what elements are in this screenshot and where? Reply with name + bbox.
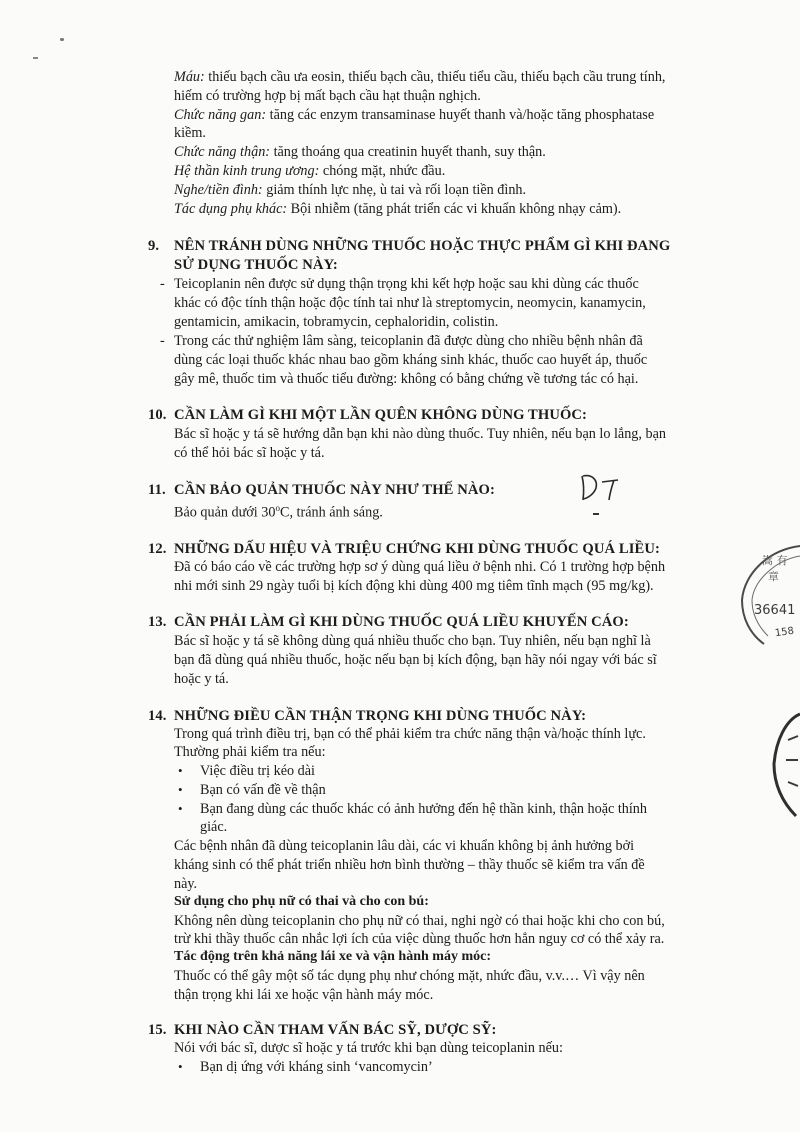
section-9-para-1-line-1: Teicoplanin nên được sử dụng thận trọng khi kết hợp hoặc sau khi dùng các thuốc <box>174 276 639 292</box>
section-12-line-2: nhi mới sinh 29 ngày tuổi bị kích động khi dùng 400 mg tiêm tĩnh mạch (95 mg/kg). <box>174 578 654 594</box>
section-9-title-line-2: SỬ DỤNG THUỐC NÀY: <box>174 257 338 273</box>
kidney-text: tăng thoáng qua creatinin huyết thanh, suy thận. <box>270 144 546 160</box>
section-14-line-2: Thường phải kiểm tra nếu: <box>174 744 326 760</box>
blood-label: Máu: <box>174 69 205 85</box>
cns-line <box>174 162 445 180</box>
blood-line-2: hiếm có trường hợp bị mất bạch cầu hạt thuận nghịch. <box>174 88 481 104</box>
liver-line-1 <box>174 106 654 124</box>
section-13-number: 13. <box>148 614 167 630</box>
storage-text: Bảo quản dưới 30 <box>174 504 276 521</box>
liver-label: Chức năng gan: <box>174 107 267 123</box>
section-13-line-2: bạn đã dùng quá nhiều thuốc, hoặc nếu bạn bị kích động, bạn hãy nói ngay với bác sĩ <box>174 652 657 668</box>
other-text: Bội nhiễm (tăng phát triển các vi khuẩn không nhạy cảm). <box>287 201 622 217</box>
kidney-line <box>174 143 546 161</box>
section-13-title: CẦN PHẢI LÀM GÌ KHI DÙNG THUỐC QUÁ LIỀU KHUYẾN CÁO: <box>174 614 629 630</box>
blood-text: thiếu bạch cầu ưa eosin, thiếu bạch cầu, thiếu tiểu cầu, thiếu bạch cầu trung tính, <box>204 69 666 85</box>
pregnancy-subtitle: Sử dụng cho phụ nữ có thai và cho con bú: <box>174 894 429 909</box>
hearing-text: giảm thính lực nhẹ, ù tai và rối loạn tiền đình. <box>262 182 527 198</box>
section-9-para-1-line-3: gentamicin, amikacin, tobramycin, cephaloridin, colistin. <box>174 314 499 330</box>
section-11-line-1 <box>174 499 383 522</box>
other-line <box>174 200 621 218</box>
section-14-line-1: Trong quá trình điều trị, bạn có thể phải kiểm tra chức năng thận và/hoặc thính lực. <box>174 726 646 742</box>
scan-speck <box>60 38 64 41</box>
section-12-title: NHỮNG DẤU HIỆU VÀ TRIỆU CHỨNG KHI DÙNG THUỐC QUÁ LIỀU: <box>174 541 660 557</box>
section-11-title: CẦN BẢO QUẢN THUỐC NÀY NHƯ THẾ NÀO: <box>174 482 495 498</box>
handwritten-initials <box>578 470 626 504</box>
section-9-title-line-1: NÊN TRÁNH DÙNG NHỮNG THUỐC HOẶC THỰC PHẨM GÌ KHI ĐANG <box>174 238 671 254</box>
hearing-line <box>174 181 526 199</box>
section-11-number: 11. <box>148 482 166 498</box>
stamp-fragment-1: 36641 <box>754 603 796 618</box>
section-14-para-line-3: này. <box>174 876 198 892</box>
section-15-number: 15. <box>148 1022 167 1038</box>
section-9-para-2-line-1: Trong các thử nghiệm lâm sàng, teicoplanin đã được dùng cho nhiều bệnh nhân đã <box>174 333 643 349</box>
scan-speck <box>33 57 38 59</box>
bullet-dot: • <box>178 782 183 797</box>
liver-line-2: kiềm. <box>174 125 206 141</box>
section-14-bullet-3-line-2: giác. <box>200 819 228 835</box>
svg-text:章: 章 <box>768 570 779 583</box>
section-9-number: 9. <box>148 238 160 254</box>
section-9-para-2-line-2: dùng các loại thuốc khác nhau bao gồm kháng sinh khác, thuốc cao huyết áp, thuốc <box>174 352 648 368</box>
bullet-dot: • <box>178 1059 183 1074</box>
stamp-fragment-2: 158 <box>774 625 795 640</box>
other-label: Tác dụng phụ khác: <box>174 201 288 217</box>
section-9-para-2-line-3: gây mê, thuốc tim và thuốc tiểu đường: không có bằng chứng về tương tác có hại. <box>174 371 639 387</box>
section-10-line-2: có thể hỏi bác sĩ hoặc y tá. <box>174 445 325 461</box>
section-14-title: NHỮNG ĐIỀU CẦN THẬN TRỌNG KHI DÙNG THUỐC NÀY: <box>174 708 587 724</box>
section-14-number: 14. <box>148 708 167 724</box>
section-9-para-1-line-2: khác có độc tính thận hoặc độc tính tai như là streptomycin, neomycin, kanamycin, <box>174 295 646 311</box>
section-10-number: 10. <box>148 407 167 423</box>
section-14-para-line-1: Các bệnh nhân đã dùng teicoplanin lâu dài, các vi khuẩn không bị ảnh hưởng bởi <box>174 838 635 854</box>
degree-sup: o <box>275 503 280 513</box>
bullet-dot: • <box>178 763 183 778</box>
section-12-line-1: Đã có báo cáo về các trường hợp sơ ý dùng quá liều ở bệnh nhi. Có 1 trường hợp bệnh <box>174 559 666 575</box>
bullet-dot: • <box>178 801 183 816</box>
section-14-bullet-1: Việc điều trị kéo dài <box>200 763 315 779</box>
liver-text: tăng các enzym transaminase huyết thanh và/hoặc tăng phosphatase <box>266 107 655 123</box>
pregnancy-line-2: trừ khi thầy thuốc cân nhắc lợi ích của việc dùng thuốc hơn hẳn nguy cơ có thể xảy ra. <box>174 931 665 947</box>
driving-subtitle: Tác động trên khả năng lái xe và vận hành máy móc: <box>174 949 491 964</box>
pen-mark <box>593 513 599 515</box>
svg-text:嵩 有: 嵩 有 <box>762 554 788 567</box>
section-15-bullet-1: Bạn dị ứng với kháng sinh ‘vancomycin’ <box>200 1059 433 1075</box>
section-14-bullet-3-line-1: Bạn đang dùng các thuốc khác có ảnh hưởng đến hệ thần kinh, thận hoặc thính <box>200 801 647 817</box>
kidney-label: Chức năng thận: <box>174 144 271 160</box>
section-12-number: 12. <box>148 541 167 557</box>
section-9-dash-1: - <box>160 276 165 292</box>
pregnancy-line-1: Không nên dùng teicoplanin cho phụ nữ có thai, nghi ngờ có thai hoặc khi cho con bú, <box>174 913 665 929</box>
section-14-para-line-2: kháng sinh có thể phát triển nhiều hơn bình thường – thầy thuốc sẽ kiểm tra vấn đề <box>174 857 645 873</box>
section-14-bullet-2: Bạn có vấn đề về thận <box>200 782 326 798</box>
section-13-line-1: Bác sĩ hoặc y tá sẽ không dùng quá nhiều thuốc cho bạn. Tuy nhiên, nếu bạn nghĩ là <box>174 633 651 649</box>
driving-line-1: Thuốc có thể gây một số tác dụng phụ như chóng mặt, nhức đầu, v.v.… Vì vậy nên <box>174 968 645 984</box>
hearing-label: Nghe/tiền đình: <box>174 182 263 198</box>
section-13-line-3: hoặc y tá. <box>174 671 229 687</box>
stamp-seal-lower <box>768 710 800 820</box>
blood-line-1 <box>174 68 665 86</box>
section-15-line-1: Nói với bác sĩ, dược sĩ hoặc y tá trước khi bạn dùng teicoplanin nếu: <box>174 1040 563 1056</box>
section-9-dash-2: - <box>160 333 165 349</box>
section-15-title: KHI NÀO CẦN THAM VẤN BÁC SỸ, DƯỢC SỸ: <box>174 1022 497 1038</box>
section-10-title: CẦN LÀM GÌ KHI MỘT LẦN QUÊN KHÔNG DÙNG THUỐC: <box>174 407 588 423</box>
cns-text: chóng mặt, nhức đầu. <box>319 163 446 179</box>
driving-line-2: thận trọng khi lái xe hoặc vận hành máy móc. <box>174 987 434 1003</box>
cns-label: Hệ thần kinh trung ương: <box>174 163 320 179</box>
storage-text-end: C, tránh ánh sáng. <box>280 504 383 521</box>
section-10-line-1: Bác sĩ hoặc y tá sẽ hướng dẫn bạn khi nào dùng thuốc. Tuy nhiên, nếu bạn lo lắng, bạn <box>174 426 666 442</box>
